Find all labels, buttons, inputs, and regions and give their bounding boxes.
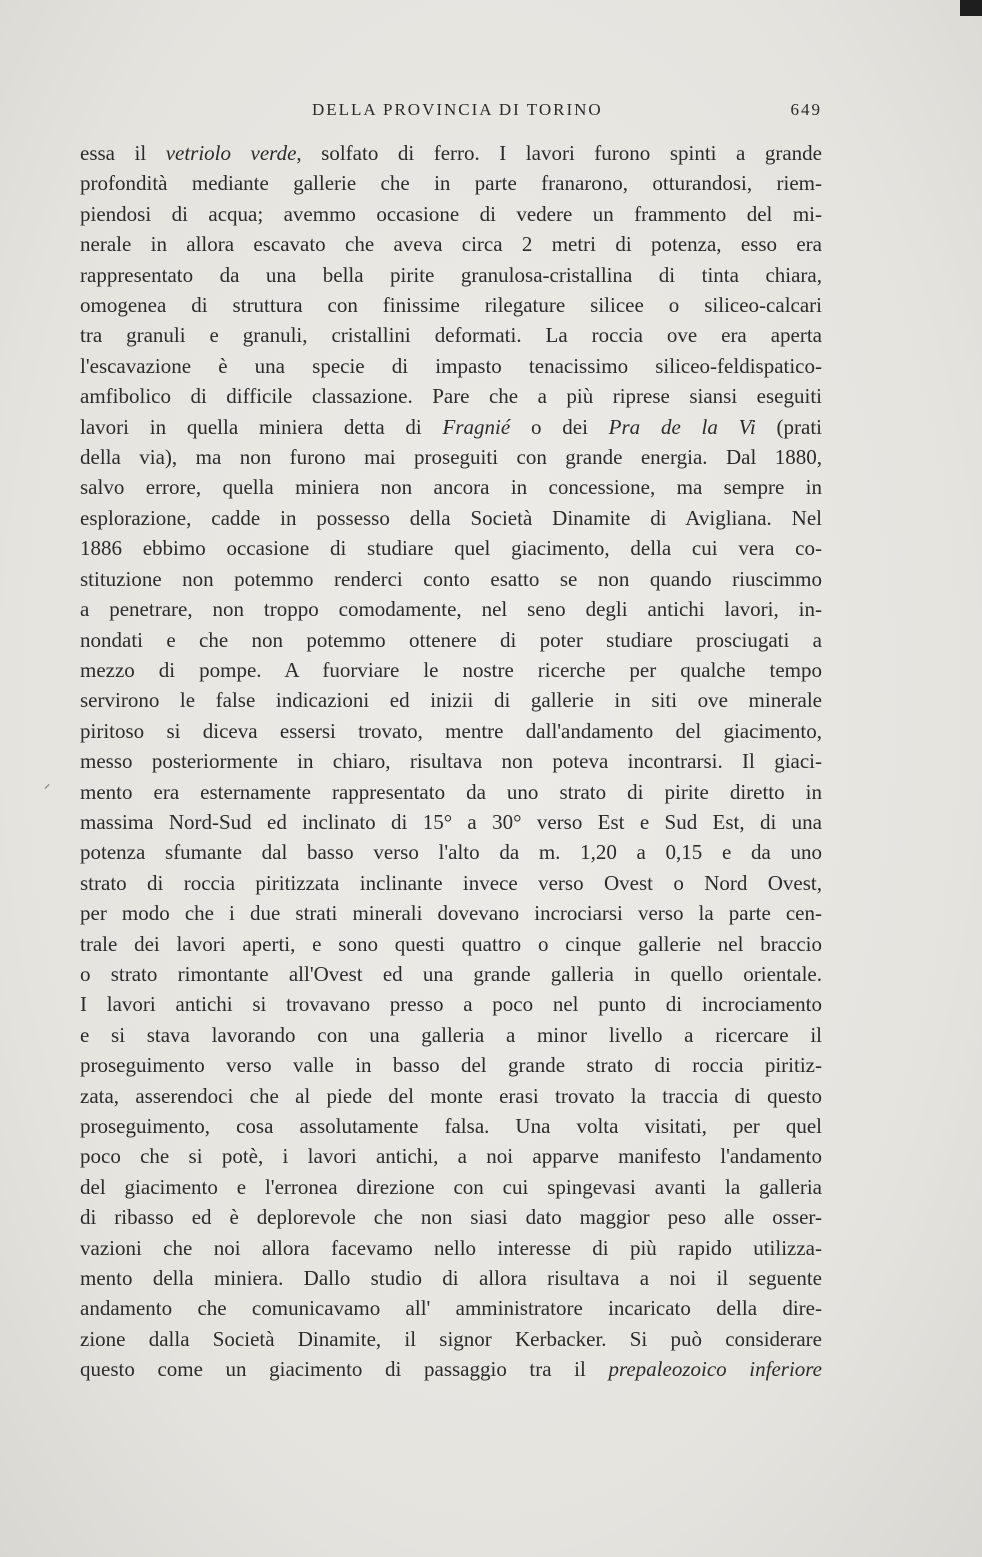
running-title: DELLA PROVINCIA DI TORINO (312, 100, 603, 119)
scan-corner-mark (960, 0, 982, 16)
text-line: nondati e che non potemmo ottenere di poter studiare prosciugati a (80, 627, 822, 652)
text-line: massima Nord-Sud ed inclinato di 15° a 30° verso Est e Sud Est, di una (80, 809, 822, 834)
page-header (80, 100, 822, 124)
text-line: andamento che comunicavamo all' amministratore incaricato della dire- (80, 1296, 822, 1321)
text-line: del giacimento e l'erronea direzione con cui spingevasi avanti la galleria (80, 1174, 822, 1199)
text-line: 1886 ebbimo occasione di studiare quel giacimento, della cui vera co- (80, 536, 822, 561)
text-line: profondità mediante gallerie che in parte franarono, otturandosi, riem- (80, 171, 822, 196)
text-line: poco che si potè, i lavori antichi, a noi apparve manifesto l'andamento (80, 1144, 822, 1169)
text-line: essa il vetriolo verde, solfato di ferro. I lavori furono spinti a grande (80, 141, 822, 165)
text-line: della via), ma non furono mai proseguiti con grande energia. Dal 1880, (80, 445, 822, 470)
text-line: mento della miniera. Dallo studio di allora risultava a noi il seguente (80, 1266, 822, 1291)
text-line: questo come un giacimento di passaggio tra il prepaleozoico inferiore (80, 1357, 822, 1382)
text-line: stituzione non potemmo renderci conto esatto se non quando riuscimmo (80, 566, 822, 591)
text-line: salvo errore, quella miniera non ancora in concessione, ma sempre in (80, 475, 822, 500)
text-line: di ribasso ed è deplorevole che non siasi dato maggior peso alle osser- (80, 1205, 822, 1230)
text-line: rappresentato da una bella pirite granulosa-cristallina di tinta chiara, (80, 262, 822, 287)
body-text (80, 138, 822, 1385)
text-line: proseguimento verso valle in basso del grande strato di roccia piritiz- (80, 1053, 822, 1078)
text-line: zione dalla Società Dinamite, il signor Kerbacker. Si può considerare (80, 1326, 822, 1351)
text-line: mezzo di pompe. A fuorviare le nostre ricerche per qualche tempo (80, 657, 822, 682)
text-line: piendosi di acqua; avemmo occasione di vedere un frammento del mi- (80, 201, 822, 226)
text-line: potenza sfumante dal basso verso l'alto da m. 1,20 a 0,15 e da uno (80, 840, 822, 865)
text-line: esplorazione, cadde in possesso della Società Dinamite di Avigliana. Nel (80, 505, 822, 530)
text-line: l'escavazione è una specie di impasto tenacissimo siliceo-feldispatico- (80, 353, 822, 378)
text-line: servirono le false indicazioni ed inizii di gallerie in siti ove minerale (80, 688, 822, 713)
text-line: lavori in quella miniera detta di Fragnié o dei Pra de la Vi (prati (80, 414, 822, 439)
text-line: piritoso si diceva essersi trovato, mentre dall'andamento del giacimento, (80, 718, 822, 743)
margin-mark (45, 784, 50, 789)
text-line: omogenea di struttura con finissime rilegature silicee o siliceo-calcari (80, 293, 822, 318)
text-line: I lavori antichi si trovavano presso a poco nel punto di incrociamento (80, 992, 822, 1017)
text-line: messo posteriormente in chiaro, risultava non poteva incontrarsi. Il giaci- (80, 749, 822, 774)
text-line: amfibolico di difficile classazione. Pare che a più riprese siansi eseguiti (80, 384, 822, 409)
text-line: mento era esternamente rappresentato da uno strato di pirite diretto in (80, 779, 822, 804)
text-line: a penetrare, non troppo comodamente, nel seno degli antichi lavori, in- (80, 597, 822, 622)
text-line: vazioni che noi allora facevamo nello interesse di più rapido utilizza- (80, 1235, 822, 1260)
text-line: per modo che i due strati minerali dovevano incrociarsi verso la parte cen- (80, 901, 822, 926)
text-line: trale dei lavori aperti, e sono questi quattro o cinque gallerie nel braccio (80, 931, 822, 956)
text-line: nerale in allora escavato che aveva circa 2 metri di potenza, esso era (80, 232, 822, 257)
text-line: zata, asserendoci che al piede del monte erasi trovato la traccia di questo (80, 1083, 822, 1108)
text-line: strato di roccia piritizzata inclinante invece verso Ovest o Nord Ovest, (80, 870, 822, 895)
text-line: o strato rimontante all'Ovest ed una grande galleria in quello orientale. (80, 961, 822, 986)
text-line: e si stava lavorando con una galleria a minor livello a ricercare il (80, 1022, 822, 1047)
text-line: tra granuli e granuli, cristallini deformati. La roccia ove era aperta (80, 323, 822, 348)
text-line: proseguimento, cosa assolutamente falsa. Una volta visitati, per quel (80, 1114, 822, 1138)
page-number: 649 (790, 100, 822, 119)
